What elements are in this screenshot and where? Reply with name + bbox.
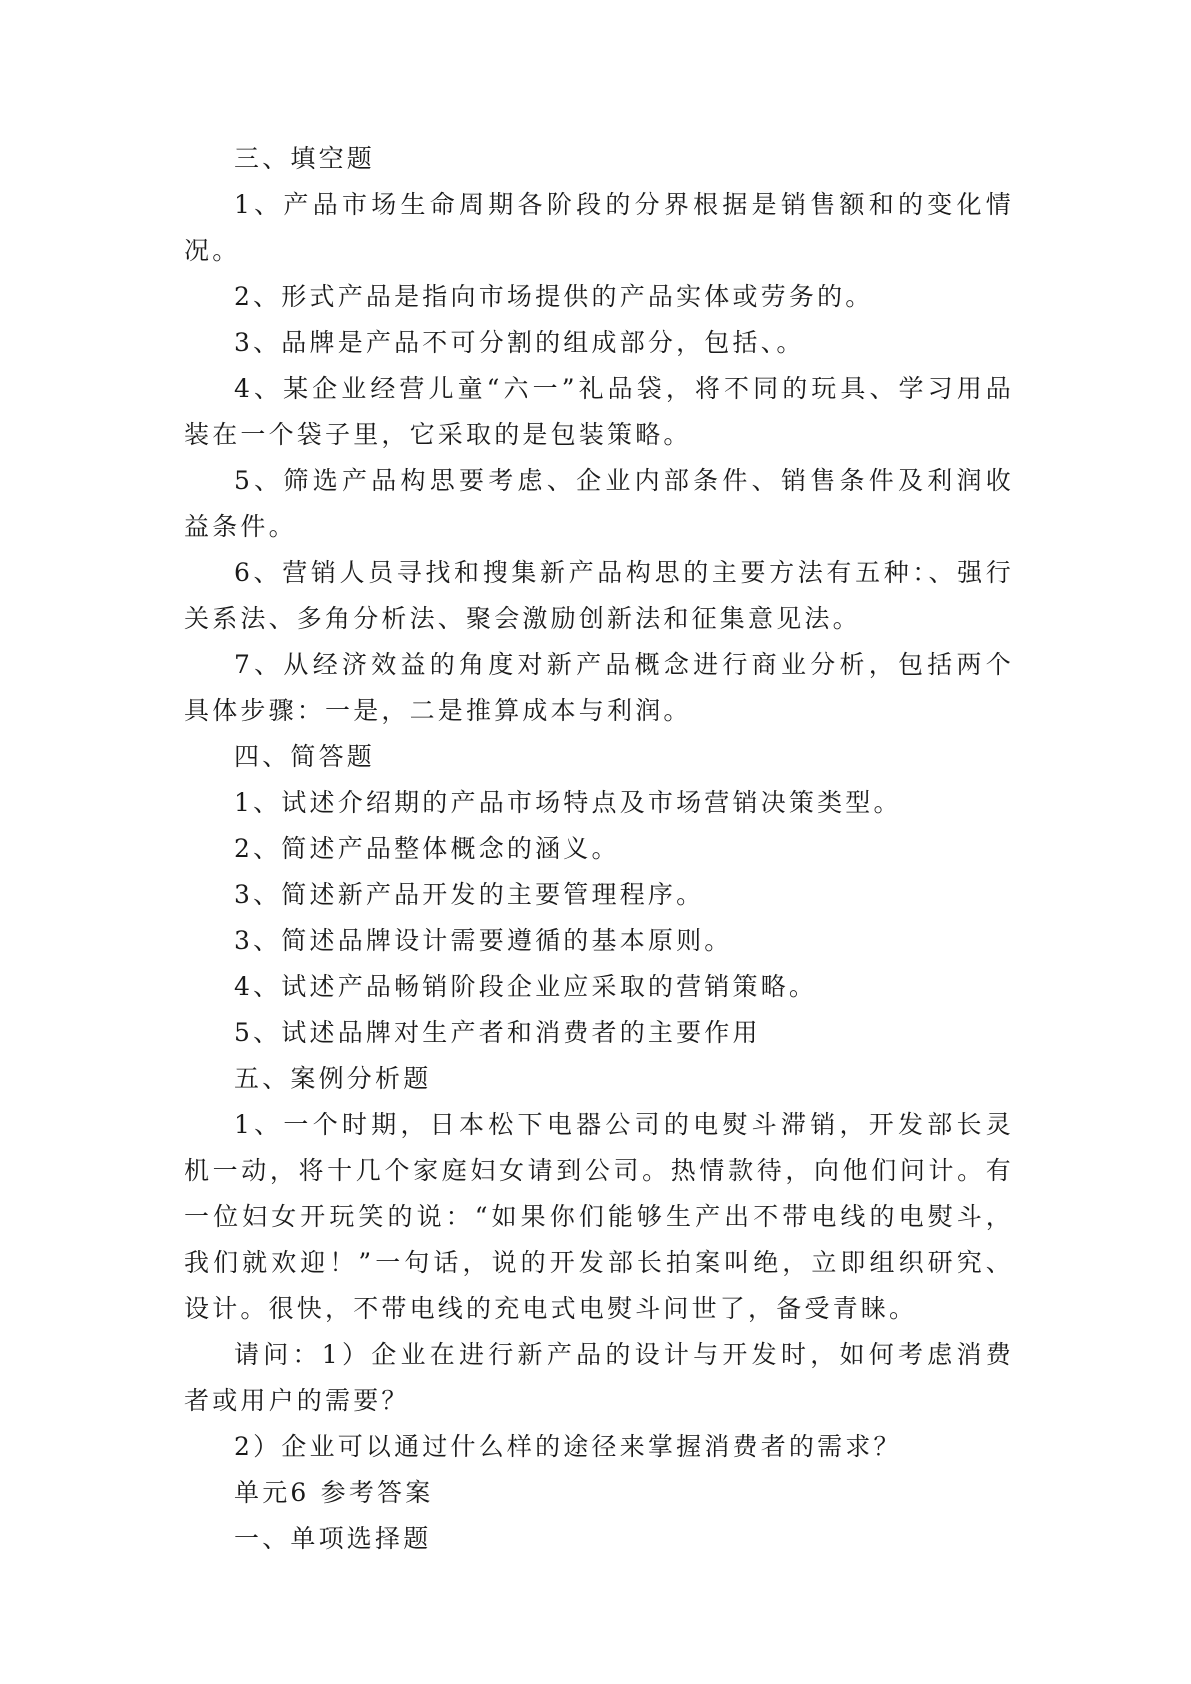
section-heading-short-answer: 四、简答题 [234, 742, 376, 771]
question-paragraph: 1、试述介绍期的产品市场特点及市场营销决策类型。 [234, 788, 902, 817]
answer-key-heading: 单元6 参考答案 [234, 1478, 434, 1507]
question-paragraph: 3、品牌是产品不可分割的组成部分，包括、。 [234, 328, 805, 357]
question-paragraph: 2、简述产品整体概念的涵义。 [234, 834, 620, 863]
question-paragraph: 3、简述品牌设计需要遵循的基本原则。 [234, 926, 733, 955]
question-paragraph: 7、从经济效益的角度对新产品概念进行商业分析，包括两个具体步骤：一是，二是推算成本与利润。 [184, 650, 1014, 725]
document-body [184, 136, 1014, 1562]
case-paragraph: 1、一个时期，日本松下电器公司的电熨斗滞销，开发部长灵机一动，将十几个家庭妇女请到公司。热情款待，向他们问计。有一位妇女开玩笑的说：“如果你们能够生产出不带电线的电熨斗，我们就欢迎！”一句话，说的开发部长拍案叫绝，立即组织研究、设计。很快，不带电线的充电式电熨斗问世了，备受青睐。 [184, 1110, 1014, 1323]
question-paragraph: 1、产品市场生命周期各阶段的分界根据是销售额和的变化情况。 [184, 190, 1014, 265]
case-question-paragraph: 请问：1）企业在进行新产品的设计与开发时，如何考虑消费者或用户的需要？ [184, 1340, 1014, 1415]
question-paragraph: 5、筛选产品构思要考虑、企业内部条件、销售条件及利润收益条件。 [184, 466, 1014, 541]
section-heading-fill-in-blank: 三、填空题 [234, 144, 376, 173]
question-paragraph: 3、简述新产品开发的主要管理程序。 [234, 880, 705, 909]
section-heading-case-analysis: 五、案例分析题 [234, 1064, 432, 1093]
question-paragraph: 4、某企业经营儿童“六一”礼品袋，将不同的玩具、学习用品装在一个袋子里，它采取的是包装策略。 [184, 374, 1014, 449]
question-paragraph: 4、试述产品畅销阶段企业应采取的营销策略。 [234, 972, 818, 1001]
question-paragraph: 2、形式产品是指向市场提供的产品实体或劳务的。 [234, 282, 874, 311]
question-paragraph: 6、营销人员寻找和搜集新产品构思的主要方法有五种：、强行关系法、多角分析法、聚会激励创新法和征集意见法。 [184, 558, 1014, 633]
case-question-paragraph: 2）企业可以通过什么样的途径来掌握消费者的需求？ [234, 1432, 902, 1461]
section-heading-single-choice: 一、单项选择题 [234, 1524, 432, 1553]
question-paragraph: 5、试述品牌对生产者和消费者的主要作用 [234, 1018, 761, 1047]
